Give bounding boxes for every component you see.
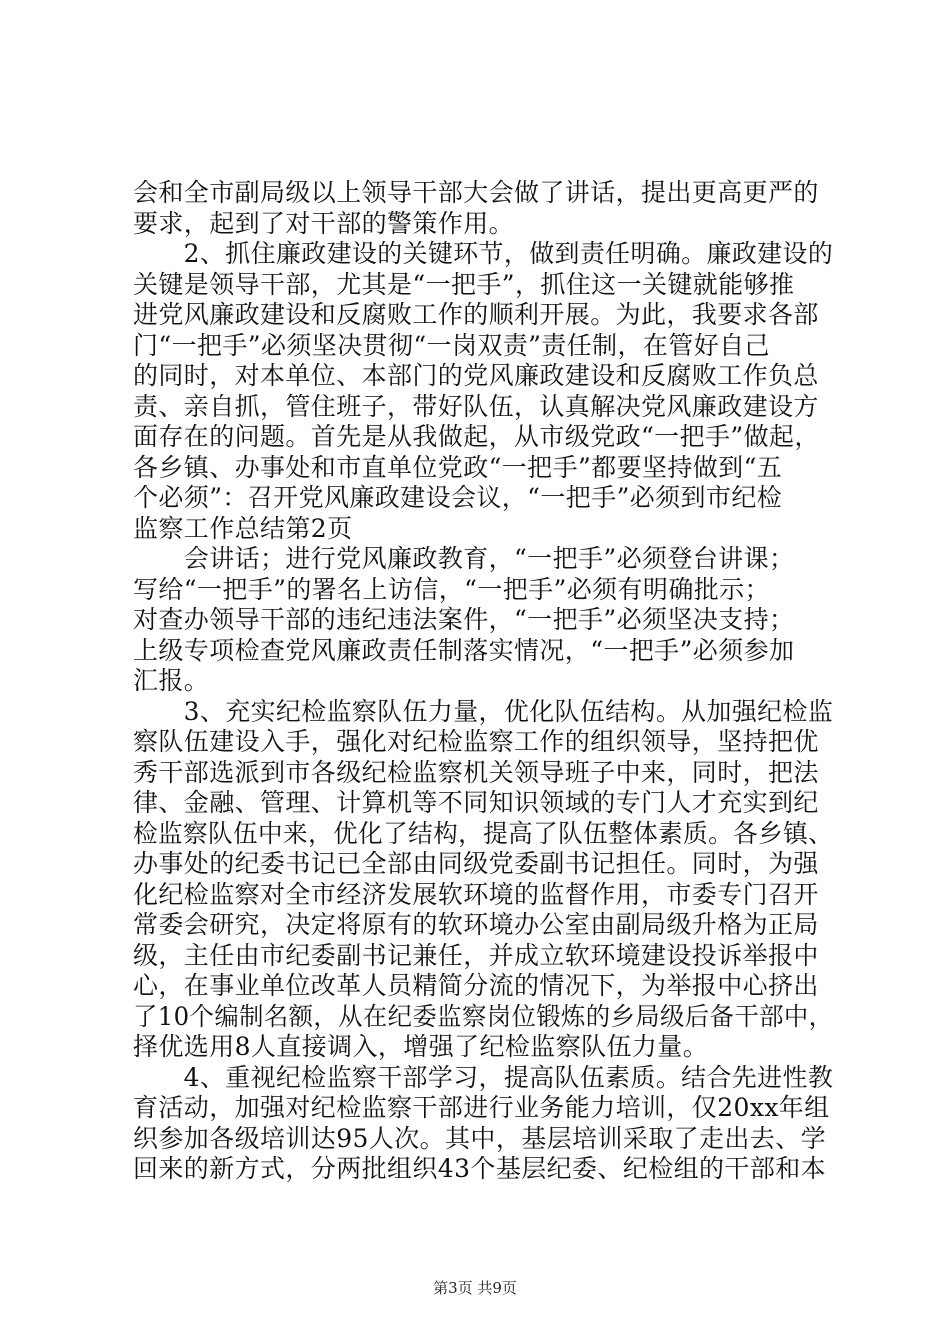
- text-line: 门“一把手”必须坚决贯彻“一岗双责”责任制，在管好自己: [133, 330, 770, 360]
- text-line: 检监察队伍中来，优化了结构，提高了队伍整体素质。各乡镇、: [133, 818, 834, 848]
- text-line: 了10个编制名额，从在纪委监察岗位锻炼的乡局级后备干部中，: [133, 1001, 834, 1031]
- text-line: 汇报。: [133, 666, 210, 695]
- text-line: 面存在的问题。首先是从我做起，从市级党政“一把手”做起，: [133, 422, 820, 451]
- text-line: 3、充实纪检监察队伍力量，优化队伍结构。从加强纪检监: [133, 696, 834, 726]
- text-line: 秀干部选派到市各级纪检监察机关领导班子中来，同时，把法: [133, 757, 819, 787]
- text-line: 的同时，对本单位、本部门的党风廉政建设和反腐败工作负总: [133, 361, 819, 390]
- body-text: [133, 178, 833, 1185]
- text-line: 4、重视纪检监察干部学习，提高队伍素质。结合先进性教: [133, 1062, 834, 1092]
- text-line: 回来的新方式，分两批组织43个基层纪委、纪检组的干部和本: [133, 1154, 827, 1183]
- text-line: 各乡镇、办事处和市直单位党政“一把手”都要坚持做到“五: [133, 452, 783, 482]
- text-line: 要求，起到了对干部的警策作用。: [133, 208, 515, 238]
- text-line: 个必须”：召开党风廉政建设会议，“一把手”必须到市纪检: [133, 483, 783, 512]
- text-line: 织参加各级培训达95人次。其中，基层培训采取了走出去、学: [133, 1123, 827, 1153]
- text-line: 心，在事业单位改革人员精简分流的情况下，为举报中心挤出: [133, 971, 819, 1000]
- text-line: 写给“一把手”的署名上访信，“一把手”必须有明确批示；: [133, 574, 770, 604]
- text-line: 会讲话；进行党风廉政教育，“一把手”必须登台讲课；: [133, 544, 795, 573]
- text-line: 上级专项检查党风廉政责任制落实情况，“一把手”必须参加: [133, 635, 795, 665]
- text-line: 责、亲自抓，管住班子，带好队伍，认真解决党风廉政建设方: [133, 391, 819, 421]
- text-line: 会和全市副局级以上领导干部大会做了讲话，提出更高更严的: [133, 178, 819, 207]
- text-line: 察队伍建设入手，强化对纪检监察工作的组织领导，坚持把优: [133, 727, 819, 756]
- text-line: 办事处的纪委书记已全部由同级党委副书记担任。同时，为强: [133, 849, 819, 878]
- page-footer: 第3页 共9页: [433, 1279, 517, 1297]
- text-line: 化纪检监察对全市经济发展软环境的监督作用，市委专门召开: [133, 879, 819, 909]
- text-line: 择优选用8人直接调入，增强了纪检监察队伍力量。: [133, 1032, 709, 1061]
- text-line: 育活动，加强对纪检监察干部进行业务能力培训，仅20xx年组: [133, 1093, 830, 1122]
- text-line: 律、金融、管理、计算机等不同知识领域的专门人才充实到纪: [133, 788, 819, 817]
- text-line: 2、抓住廉政建设的关键环节，做到责任明确。廉政建设的: [133, 239, 834, 268]
- text-line: 级，主任由市纪委副书记兼任，并成立软环境建设投诉举报中: [133, 940, 819, 970]
- text-line: 进党风廉政建设和反腐败工作的顺利开展。为此，我要求各部: [133, 300, 819, 329]
- text-line: 对查办领导干部的违纪违法案件，“一把手”必须坚决支持；: [133, 605, 795, 634]
- text-line: 常委会研究，决定将原有的软环境办公室由副局级升格为正局: [133, 910, 819, 939]
- text-line: 关键是领导干部，尤其是“一把手”，抓住这一关键就能够推: [133, 269, 795, 299]
- text-line: 监察工作总结第2页: [133, 513, 353, 543]
